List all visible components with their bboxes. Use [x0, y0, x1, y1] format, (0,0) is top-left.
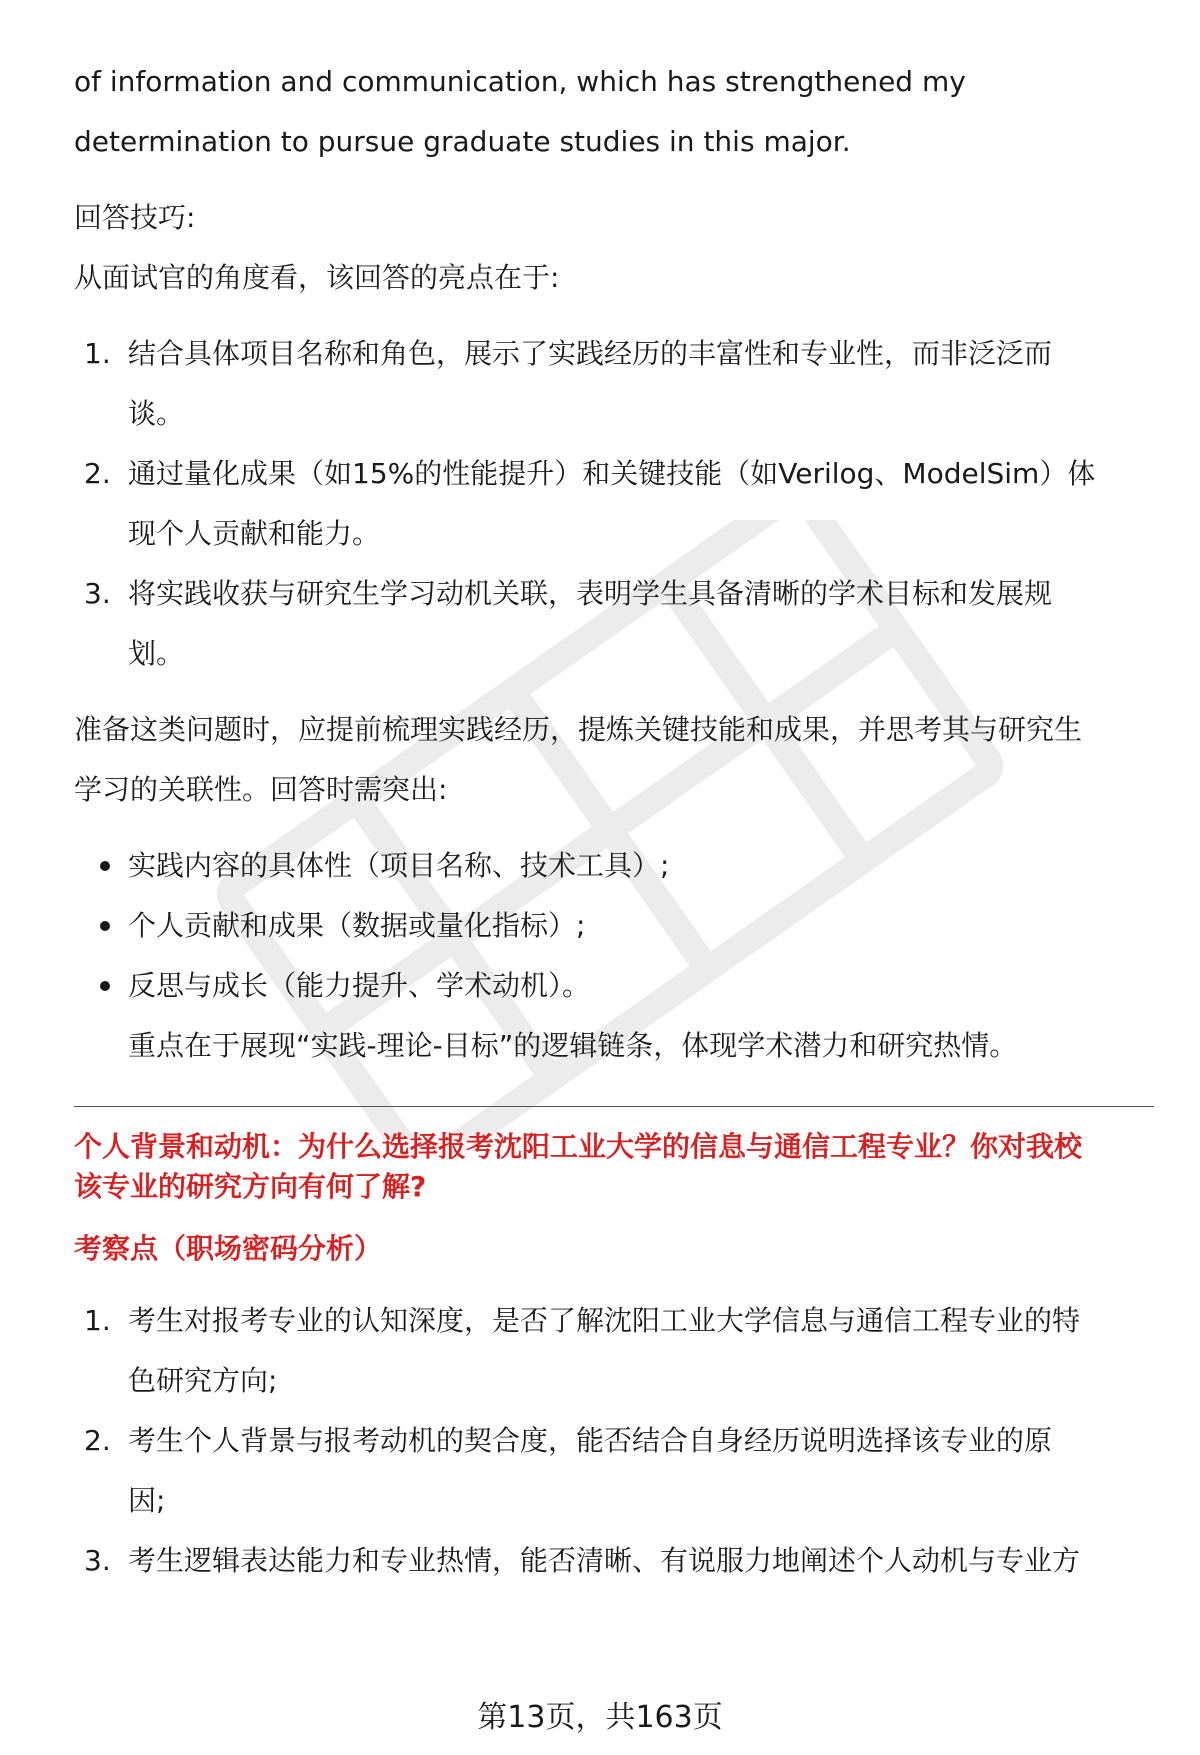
list-number: 1.	[84, 337, 111, 370]
list-item	[74, 896, 1154, 956]
list-item	[74, 1411, 1154, 1531]
prep-line-2: 学习的关联性。回答时需突出:	[74, 773, 448, 806]
highlights-list	[74, 324, 1154, 684]
bullets-list	[74, 836, 1154, 1016]
list-item	[74, 324, 1154, 444]
main-content	[74, 52, 1154, 1591]
bullet-dot-icon	[100, 921, 110, 931]
list-text-line: 考生逻辑表达能力和专业热情，能否清晰、有说服力地阐述个人动机与专业方	[128, 1544, 1081, 1577]
list-text-line: 结合具体项目名称和角色，展示了实践经历的丰富性和专业性，而非泛泛而	[128, 337, 1053, 370]
list-number: 1.	[84, 1304, 111, 1337]
list-item	[74, 444, 1154, 564]
list-number: 3.	[84, 1544, 111, 1577]
bullet-text: 个人贡献和成果（数据或量化指标）;	[128, 909, 586, 942]
list-item	[74, 1531, 1154, 1591]
points-list	[74, 1291, 1154, 1591]
intro-line-2: determination to pursue graduate studies in this major.	[74, 125, 851, 158]
list-text-line: 将实践收获与研究生学习动机关联，表明学生具备清晰的学术目标和发展规	[128, 577, 1053, 610]
list-text-line: 划。	[128, 637, 185, 670]
list-item	[74, 564, 1154, 684]
question-heading-line-2: 该专业的研究方向有何了解?	[74, 1170, 427, 1203]
list-text-line: 谈。	[128, 397, 185, 430]
section-divider	[74, 1106, 1154, 1107]
list-text-line: 考生个人背景与报考动机的契合度，能否结合自身经历说明选择该专业的原	[128, 1424, 1053, 1457]
list-number: 2.	[84, 1424, 111, 1457]
list-text-line: 色研究方向;	[128, 1364, 278, 1397]
list-item	[74, 1291, 1154, 1411]
list-text-line: 考生对报考专业的认知深度，是否了解沈阳工业大学信息与通信工程专业的特	[128, 1304, 1081, 1337]
tips-label: 回答技巧:	[74, 201, 196, 234]
list-text-line: 现个人贡献和能力。	[128, 517, 381, 550]
bullet-dot-icon	[100, 981, 110, 991]
list-text-line: 通过量化成果（如15%的性能提升）和关键技能（如Verilog、ModelSim）体	[128, 457, 1096, 490]
list-item	[74, 836, 1154, 896]
list-number: 2.	[84, 457, 111, 490]
question-heading-line-1: 个人背景和动机：为什么选择报考沈阳工业大学的信息与通信工程专业？你对我校	[74, 1130, 1083, 1163]
list-text-line: 因;	[128, 1484, 166, 1517]
prep-line-1: 准备这类问题时，应提前梳理实践经历，提炼关键技能和成果，并思考其与研究生	[74, 713, 1083, 746]
page-footer: 第13页，共163页	[477, 1700, 723, 1735]
bullet-text: 实践内容的具体性（项目名称、技术工具）;	[128, 849, 670, 882]
list-number: 3.	[84, 577, 111, 610]
bullet-note: 重点在于展现“实践-理论-目标”的逻辑链条，体现学术潜力和研究热情。	[128, 1029, 1018, 1062]
list-item	[74, 956, 1154, 1016]
bullet-dot-icon	[100, 861, 110, 871]
points-heading: 考察点（职场密码分析）	[74, 1232, 383, 1265]
bullet-text: 反思与成长（能力提升、学术动机）。	[128, 969, 591, 1002]
intro-line-1: of information and communication, which has strengthened my	[74, 65, 966, 98]
tips-intro: 从面试官的角度看，该回答的亮点在于:	[74, 261, 560, 294]
